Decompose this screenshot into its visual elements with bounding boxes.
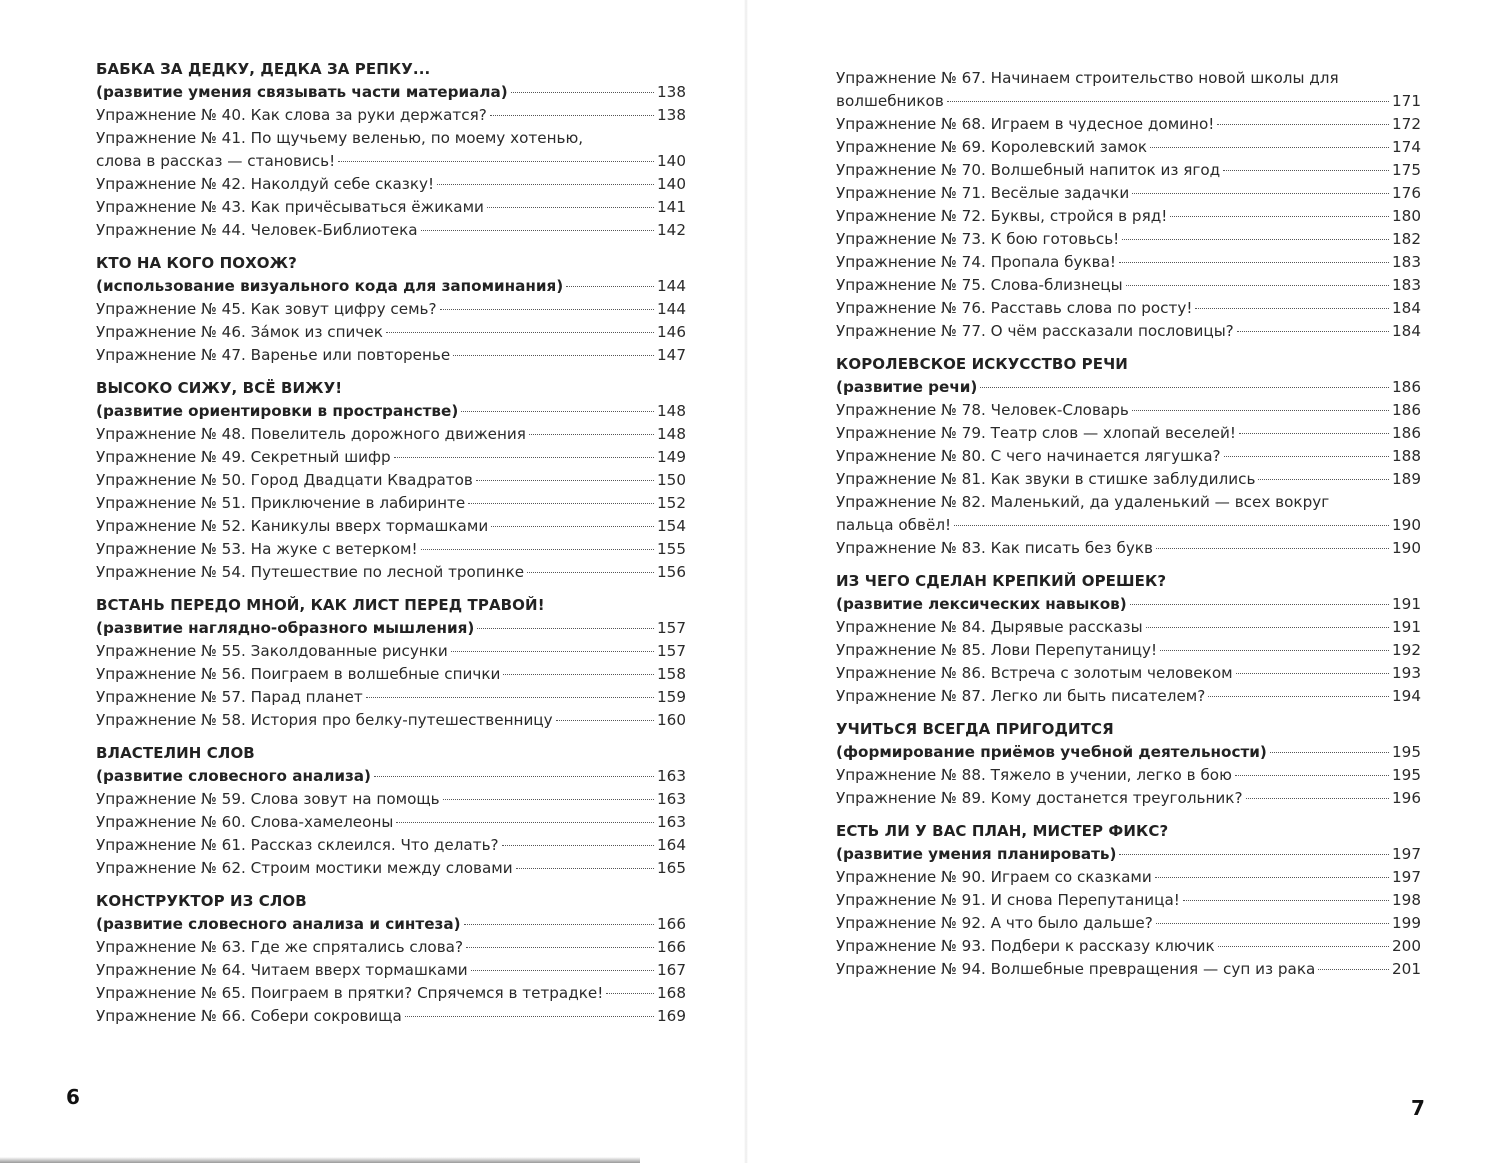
- dot-leader: [421, 230, 654, 231]
- section-subtitle-text: (развитие ориентировки в пространстве): [96, 402, 459, 420]
- dot-leader: [405, 1016, 654, 1017]
- toc-entry-page: 166: [657, 938, 686, 956]
- toc-section: [96, 594, 686, 732]
- section-heading: ВЛАСТЕЛИН СЛОВ: [96, 744, 255, 762]
- toc-entry-text: волшебников: [836, 92, 944, 110]
- toc-entry: [96, 1005, 686, 1028]
- dot-leader: [468, 503, 654, 504]
- toc-entry: [96, 344, 686, 367]
- dot-leader: [1217, 124, 1389, 125]
- toc-entry-page: 192: [1392, 641, 1421, 659]
- section-subtitle-text: (развитие наглядно-образного мышления): [96, 619, 475, 637]
- toc-entry-page: 159: [657, 688, 686, 706]
- toc-entry-text: Упражнение № 70. Волшебный напиток из ягод: [836, 161, 1221, 179]
- section-subtitle: [96, 765, 686, 788]
- toc-entry-text: Упражнение № 54. Путешествие по лесной тропинке: [96, 563, 525, 581]
- dot-leader: [1208, 696, 1389, 697]
- dot-leader: [338, 161, 654, 162]
- right-page: [746, 0, 1493, 1163]
- dot-leader: [1156, 923, 1389, 924]
- toc-entry-page: 193: [1392, 664, 1421, 682]
- dot-leader: [954, 525, 1389, 526]
- toc-entry: [836, 90, 1421, 113]
- toc-entry-page: 164: [657, 836, 686, 854]
- page-number-left: 6: [66, 1085, 80, 1109]
- section-subtitle-page: 138: [657, 83, 686, 101]
- section-subtitle-text: (формирование приёмов учебной деятельности): [836, 743, 1267, 761]
- toc-entry-text: Упражнение № 68. Играем в чудесное домино!: [836, 115, 1215, 133]
- toc-entry-page: 171: [1392, 92, 1421, 110]
- dot-leader: [453, 355, 654, 356]
- toc-entry: [836, 205, 1421, 228]
- toc-entry-page: 155: [657, 540, 686, 558]
- toc-entry-text: Упражнение № 56. Поиграем в волшебные спички: [96, 665, 501, 683]
- toc-entry-page: 198: [1392, 891, 1421, 909]
- dot-leader: [1218, 946, 1389, 947]
- dot-leader: [487, 207, 654, 208]
- dot-leader: [490, 115, 654, 116]
- toc-entry: [96, 640, 686, 663]
- section-subtitle: [836, 741, 1421, 764]
- dot-leader: [1170, 216, 1389, 217]
- toc-entry-page: 156: [657, 563, 686, 581]
- toc-entry: [836, 113, 1421, 136]
- section-subtitle-text: (развитие умения планировать): [836, 845, 1117, 863]
- toc-section: [836, 570, 1421, 708]
- dot-leader: [1224, 456, 1389, 457]
- toc-entry-page: 175: [1392, 161, 1421, 179]
- toc-entry-text: Упражнение № 59. Слова зовут на помощь: [96, 790, 440, 808]
- toc-entry-page: 174: [1392, 138, 1421, 156]
- table-of-contents-right: [836, 67, 1421, 991]
- toc-entry-text: Упражнение № 61. Рассказ склеился. Что делать?: [96, 836, 499, 854]
- toc-section: [96, 742, 686, 880]
- section-subtitle-page: 195: [1392, 743, 1421, 761]
- dot-leader: [1318, 969, 1389, 970]
- toc-entry-text: Упражнение № 53. На жуке с ветерком!: [96, 540, 418, 558]
- toc-entry: [836, 297, 1421, 320]
- toc-entry-text: Упражнение № 66. Собери сокровища: [96, 1007, 402, 1025]
- toc-entry-page: 194: [1392, 687, 1421, 705]
- toc-entry-page: 154: [657, 517, 686, 535]
- toc-entry-text: Упражнение № 43. Как причёсываться ёжиками: [96, 198, 484, 216]
- toc-entry-page: 200: [1392, 937, 1421, 955]
- toc-entry-page: 184: [1392, 322, 1421, 340]
- toc-entry: [96, 515, 686, 538]
- dot-leader: [1122, 239, 1389, 240]
- toc-entry-text: слова в рассказ — становись!: [96, 152, 336, 170]
- section-heading: КОРОЛЕВСКОЕ ИСКУССТВО РЕЧИ: [836, 355, 1128, 373]
- toc-entry-text: Упражнение № 87. Легко ли быть писателем?: [836, 687, 1206, 705]
- section-subtitle-text: (развитие речи): [836, 378, 978, 396]
- toc-entry: [96, 936, 686, 959]
- toc-entry: [96, 982, 686, 1005]
- dot-leader: [1160, 650, 1389, 651]
- section-subtitle-page: 197: [1392, 845, 1421, 863]
- toc-section: [836, 67, 1421, 343]
- toc-entry-text: Упражнение № 79. Театр слов — хлопай веселей!: [836, 424, 1236, 442]
- toc-entry-text: Упражнение № 51. Приключение в лабиринте: [96, 494, 466, 512]
- toc-entry-text: Упражнение № 94. Волшебные превращения — суп из рака: [836, 960, 1316, 978]
- toc-entry-page: 176: [1392, 184, 1421, 202]
- toc-entry-text: Упражнение № 46. Зáмок из спичек: [96, 323, 383, 341]
- toc-entry: [96, 561, 686, 584]
- dot-leader: [476, 480, 654, 481]
- section-subtitle: [96, 913, 686, 936]
- toc-entry: [836, 616, 1421, 639]
- toc-entry: [96, 834, 686, 857]
- scan-edge-shadow: [0, 1157, 640, 1163]
- dot-leader: [464, 924, 654, 925]
- toc-entry-text: Упражнение № 91. И снова Перепутаница!: [836, 891, 1180, 909]
- dot-leader: [443, 799, 654, 800]
- toc-entry: [96, 492, 686, 515]
- toc-entry-page: 172: [1392, 115, 1421, 133]
- toc-entry-text: Упражнение № 78. Человек-Словарь: [836, 401, 1129, 419]
- dot-leader: [1150, 147, 1389, 148]
- dot-leader: [511, 92, 654, 93]
- toc-entry-line: Упражнение № 82. Маленький, да удаленький — всех вокруг: [836, 493, 1330, 511]
- toc-entry-page: 183: [1392, 253, 1421, 271]
- toc-entry: [96, 104, 686, 127]
- dot-leader: [1235, 775, 1389, 776]
- section-subtitle: [836, 843, 1421, 866]
- toc-section: [96, 377, 686, 584]
- dot-leader: [980, 387, 1389, 388]
- toc-entry: [836, 251, 1421, 274]
- toc-entry: [836, 228, 1421, 251]
- toc-entry: [836, 764, 1421, 787]
- dot-leader: [451, 651, 654, 652]
- dot-leader: [461, 411, 654, 412]
- toc-entry-page: 148: [657, 425, 686, 443]
- section-subtitle-page: 148: [657, 402, 686, 420]
- toc-section: [836, 820, 1421, 981]
- dot-leader: [1195, 308, 1389, 309]
- dot-leader: [1132, 193, 1389, 194]
- dot-leader: [1126, 285, 1389, 286]
- toc-entry-text: пальца обвёл!: [836, 516, 952, 534]
- section-subtitle: [96, 400, 686, 423]
- toc-entry-text: Упражнение № 45. Как зовут цифру семь?: [96, 300, 437, 318]
- toc-section: [96, 58, 686, 242]
- toc-entry-page: 138: [657, 106, 686, 124]
- toc-entry: [836, 274, 1421, 297]
- section-heading: ВСТАНЬ ПЕРЕДО МНОЙ, КАК ЛИСТ ПЕРЕД ТРАВОЙ!: [96, 596, 545, 614]
- toc-entry-page: 197: [1392, 868, 1421, 886]
- toc-entry-page: 196: [1392, 789, 1421, 807]
- toc-entry-page: 190: [1392, 539, 1421, 557]
- section-subtitle: [96, 81, 686, 104]
- toc-entry-page: 201: [1392, 960, 1421, 978]
- toc-entry-page: 163: [657, 813, 686, 831]
- dot-leader: [947, 101, 1389, 102]
- dot-leader: [374, 776, 654, 777]
- toc-entry-page: 167: [657, 961, 686, 979]
- section-subtitle-page: 191: [1392, 595, 1421, 613]
- toc-entry-page: 141: [657, 198, 686, 216]
- section-subtitle-text: (развитие словесного анализа и синтеза): [96, 915, 461, 933]
- toc-entry-page: 195: [1392, 766, 1421, 784]
- toc-entry-text: Упражнение № 71. Весёлые задачки: [836, 184, 1130, 202]
- toc-entry-text: Упражнение № 52. Каникулы вверх тормашками: [96, 517, 489, 535]
- section-heading: ВЫСОКО СИЖУ, ВСЁ ВИЖУ!: [96, 379, 343, 397]
- toc-entry-text: Упражнение № 83. Как писать без букв: [836, 539, 1153, 557]
- toc-section: [96, 890, 686, 1028]
- toc-entry: [96, 811, 686, 834]
- dot-leader: [440, 309, 654, 310]
- section-heading: КОНСТРУКТОР ИЗ СЛОВ: [96, 892, 307, 910]
- dot-leader: [421, 549, 654, 550]
- section-subtitle-page: 144: [657, 277, 686, 295]
- dot-leader: [386, 332, 654, 333]
- toc-entry: [836, 889, 1421, 912]
- section-subtitle-page: 163: [657, 767, 686, 785]
- toc-entry-page: 188: [1392, 447, 1421, 465]
- toc-entry-text: Упражнение № 92. А что было дальше?: [836, 914, 1153, 932]
- section-subtitle: [96, 617, 686, 640]
- toc-entry-text: Упражнение № 73. К бою готовьсь!: [836, 230, 1120, 248]
- toc-entry: [96, 173, 686, 196]
- toc-entry-text: Упражнение № 47. Варенье или повторенье: [96, 346, 451, 364]
- dot-leader: [527, 572, 654, 573]
- dot-leader: [1156, 548, 1389, 549]
- toc-entry: [96, 321, 686, 344]
- toc-entry-page: 191: [1392, 618, 1421, 636]
- toc-entry: [96, 219, 686, 242]
- section-subtitle-text: (развитие словесного анализа): [96, 767, 371, 785]
- toc-entry-page: 163: [657, 790, 686, 808]
- toc-entry: [836, 514, 1421, 537]
- dot-leader: [516, 868, 654, 869]
- dot-leader: [502, 845, 654, 846]
- toc-entry-text: Упражнение № 90. Играем со сказками: [836, 868, 1152, 886]
- toc-entry: [836, 958, 1421, 981]
- dot-leader: [1146, 627, 1389, 628]
- toc-entry: [96, 423, 686, 446]
- toc-entry-line: Упражнение № 41. По щучьему веленью, по моему хотенью,: [96, 129, 584, 147]
- toc-entry-page: 152: [657, 494, 686, 512]
- toc-entry: [96, 857, 686, 880]
- toc-entry: [836, 159, 1421, 182]
- toc-entry-text: Упражнение № 44. Человек-Библиотека: [96, 221, 418, 239]
- dot-leader: [1237, 331, 1389, 332]
- toc-entry-page: 150: [657, 471, 686, 489]
- toc-entry-text: Упражнение № 88. Тяжело в учении, легко в бою: [836, 766, 1232, 784]
- section-heading: КТО НА КОГО ПОХОЖ?: [96, 254, 297, 272]
- dot-leader: [396, 822, 654, 823]
- toc-entry-text: Упражнение № 84. Дырявые рассказы: [836, 618, 1143, 636]
- left-page: [0, 0, 746, 1163]
- toc-entry-page: 186: [1392, 401, 1421, 419]
- toc-entry: [836, 422, 1421, 445]
- toc-entry-text: Упражнение № 50. Город Двадцати Квадратов: [96, 471, 473, 489]
- toc-entry-page: 182: [1392, 230, 1421, 248]
- toc-entry: [96, 150, 686, 173]
- toc-entry-text: Упражнение № 69. Королевский замок: [836, 138, 1148, 156]
- dot-leader: [529, 434, 654, 435]
- dot-leader: [1246, 798, 1389, 799]
- dot-leader: [503, 674, 654, 675]
- dot-leader: [466, 947, 654, 948]
- toc-entry: [836, 182, 1421, 205]
- dot-leader: [1236, 673, 1389, 674]
- toc-entry-page: 189: [1392, 470, 1421, 488]
- dot-leader: [1132, 410, 1389, 411]
- dot-leader: [1155, 877, 1389, 878]
- section-subtitle: [96, 275, 686, 298]
- toc-entry-text: Упражнение № 48. Повелитель дорожного движения: [96, 425, 526, 443]
- toc-entry: [836, 912, 1421, 935]
- dot-leader: [366, 697, 654, 698]
- toc-entry-page: 184: [1392, 299, 1421, 317]
- dot-leader: [566, 286, 654, 287]
- toc-entry: [96, 959, 686, 982]
- toc-entry-text: Упражнение № 63. Где же спрятались слова?: [96, 938, 464, 956]
- toc-entry: [836, 468, 1421, 491]
- toc-entry-text: Упражнение № 77. О чём рассказали пословицы?: [836, 322, 1234, 340]
- toc-section: [836, 353, 1421, 560]
- dot-leader: [1119, 854, 1389, 855]
- table-of-contents-left: [96, 58, 686, 1038]
- toc-entry-page: 183: [1392, 276, 1421, 294]
- section-subtitle-text: (развитие умения связывать части материала): [96, 83, 508, 101]
- section-subtitle: [836, 593, 1421, 616]
- toc-entry-text: Упражнение № 86. Встреча с золотым человеком: [836, 664, 1233, 682]
- toc-entry-text: Упражнение № 74. Пропала буква!: [836, 253, 1116, 271]
- dot-leader: [477, 628, 654, 629]
- toc-entry: [836, 935, 1421, 958]
- section-heading: УЧИТЬСЯ ВСЕГДА ПРИГОДИТСЯ: [836, 720, 1114, 738]
- toc-entry-page: 180: [1392, 207, 1421, 225]
- toc-entry: [96, 298, 686, 321]
- dot-leader: [471, 970, 654, 971]
- dot-leader: [1270, 752, 1389, 753]
- toc-entry: [836, 445, 1421, 468]
- dot-leader: [1258, 479, 1389, 480]
- toc-entry-text: Упражнение № 85. Лови Перепутаницу!: [836, 641, 1158, 659]
- toc-entry-text: Упражнение № 55. Заколдованные рисунки: [96, 642, 448, 660]
- section-subtitle-page: 157: [657, 619, 686, 637]
- toc-entry-text: Упражнение № 40. Как слова за руки держатся?: [96, 106, 487, 124]
- toc-entry-text: Упражнение № 81. Как звуки в стишке заблудились: [836, 470, 1256, 488]
- page-number-right: 7: [1411, 1096, 1425, 1120]
- toc-entry-page: 157: [657, 642, 686, 660]
- section-subtitle-text: (развитие лексических навыков): [836, 595, 1127, 613]
- section-heading: ЕСТЬ ЛИ У ВАС ПЛАН, МИСТЕР ФИКС?: [836, 822, 1169, 840]
- toc-entry: [836, 685, 1421, 708]
- toc-entry-page: 146: [657, 323, 686, 341]
- dot-leader: [556, 720, 654, 721]
- toc-entry-text: Упражнение № 64. Читаем вверх тормашками: [96, 961, 468, 979]
- toc-entry: [96, 788, 686, 811]
- toc-entry: [836, 662, 1421, 685]
- section-subtitle-page: 186: [1392, 378, 1421, 396]
- toc-entry: [96, 446, 686, 469]
- toc-entry: [836, 787, 1421, 810]
- section-subtitle-page: 166: [657, 915, 686, 933]
- toc-entry-text: Упражнение № 93. Подбери к рассказу ключик: [836, 937, 1215, 955]
- toc-entry-page: 149: [657, 448, 686, 466]
- toc-entry-page: 169: [657, 1007, 686, 1025]
- toc-entry-page: 158: [657, 665, 686, 683]
- toc-entry-page: 199: [1392, 914, 1421, 932]
- toc-entry-page: 186: [1392, 424, 1421, 442]
- dot-leader: [1183, 900, 1389, 901]
- dot-leader: [491, 526, 654, 527]
- toc-entry: [836, 866, 1421, 889]
- dot-leader: [1223, 170, 1389, 171]
- toc-entry-page: 140: [657, 175, 686, 193]
- toc-entry: [96, 469, 686, 492]
- toc-entry: [96, 663, 686, 686]
- toc-entry-page: 168: [657, 984, 686, 1002]
- toc-entry-text: Упражнение № 60. Слова-хамелеоны: [96, 813, 394, 831]
- dot-leader: [437, 184, 654, 185]
- toc-entry-page: 140: [657, 152, 686, 170]
- toc-entry: [836, 639, 1421, 662]
- toc-entry-text: Упражнение № 62. Строим мостики между словами: [96, 859, 513, 877]
- toc-entry: [96, 538, 686, 561]
- section-subtitle-text: (использование визуального кода для запоминания): [96, 277, 564, 295]
- toc-entry-text: Упражнение № 80. С чего начинается лягушка?: [836, 447, 1221, 465]
- toc-entry-text: Упражнение № 57. Парад планет: [96, 688, 363, 706]
- toc-entry-page: 190: [1392, 516, 1421, 534]
- toc-entry-page: 144: [657, 300, 686, 318]
- toc-entry-text: Упражнение № 49. Секретный шифр: [96, 448, 391, 466]
- dot-leader: [394, 457, 654, 458]
- dot-leader: [606, 993, 654, 994]
- toc-entry-text: Упражнение № 89. Кому достанется треугольник?: [836, 789, 1243, 807]
- toc-entry: [836, 320, 1421, 343]
- toc-entry-text: Упражнение № 75. Слова-близнецы: [836, 276, 1123, 294]
- toc-entry: [836, 136, 1421, 159]
- toc-entry-text: Упражнение № 42. Наколдуй себе сказку!: [96, 175, 435, 193]
- section-heading: БАБКА ЗА ДЕДКУ, ДЕДКА ЗА РЕПКУ...: [96, 60, 431, 78]
- section-heading: ИЗ ЧЕГО СДЕЛАН КРЕПКИЙ ОРЕШЕК?: [836, 572, 1167, 590]
- toc-entry-text: Упражнение № 72. Буквы, стройся в ряд!: [836, 207, 1168, 225]
- toc-section: [96, 252, 686, 367]
- toc-section: [836, 718, 1421, 810]
- toc-entry-text: Упражнение № 65. Поиграем в прятки? Спрячемся в тетрадке!: [96, 984, 604, 1002]
- toc-entry-page: 165: [657, 859, 686, 877]
- dot-leader: [1239, 433, 1389, 434]
- dot-leader: [1130, 604, 1389, 605]
- toc-entry: [836, 537, 1421, 560]
- toc-entry: [96, 196, 686, 219]
- toc-entry-line: Упражнение № 67. Начинаем строительство новой школы для: [836, 69, 1339, 87]
- toc-entry-page: 142: [657, 221, 686, 239]
- toc-entry: [96, 686, 686, 709]
- toc-entry-page: 160: [657, 711, 686, 729]
- toc-entry: [96, 709, 686, 732]
- toc-entry-text: Упражнение № 58. История про белку-путешественницу: [96, 711, 553, 729]
- toc-entry-text: Упражнение № 76. Расставь слова по росту!: [836, 299, 1193, 317]
- dot-leader: [1119, 262, 1389, 263]
- section-subtitle: [836, 376, 1421, 399]
- toc-entry: [836, 399, 1421, 422]
- toc-entry-page: 147: [657, 346, 686, 364]
